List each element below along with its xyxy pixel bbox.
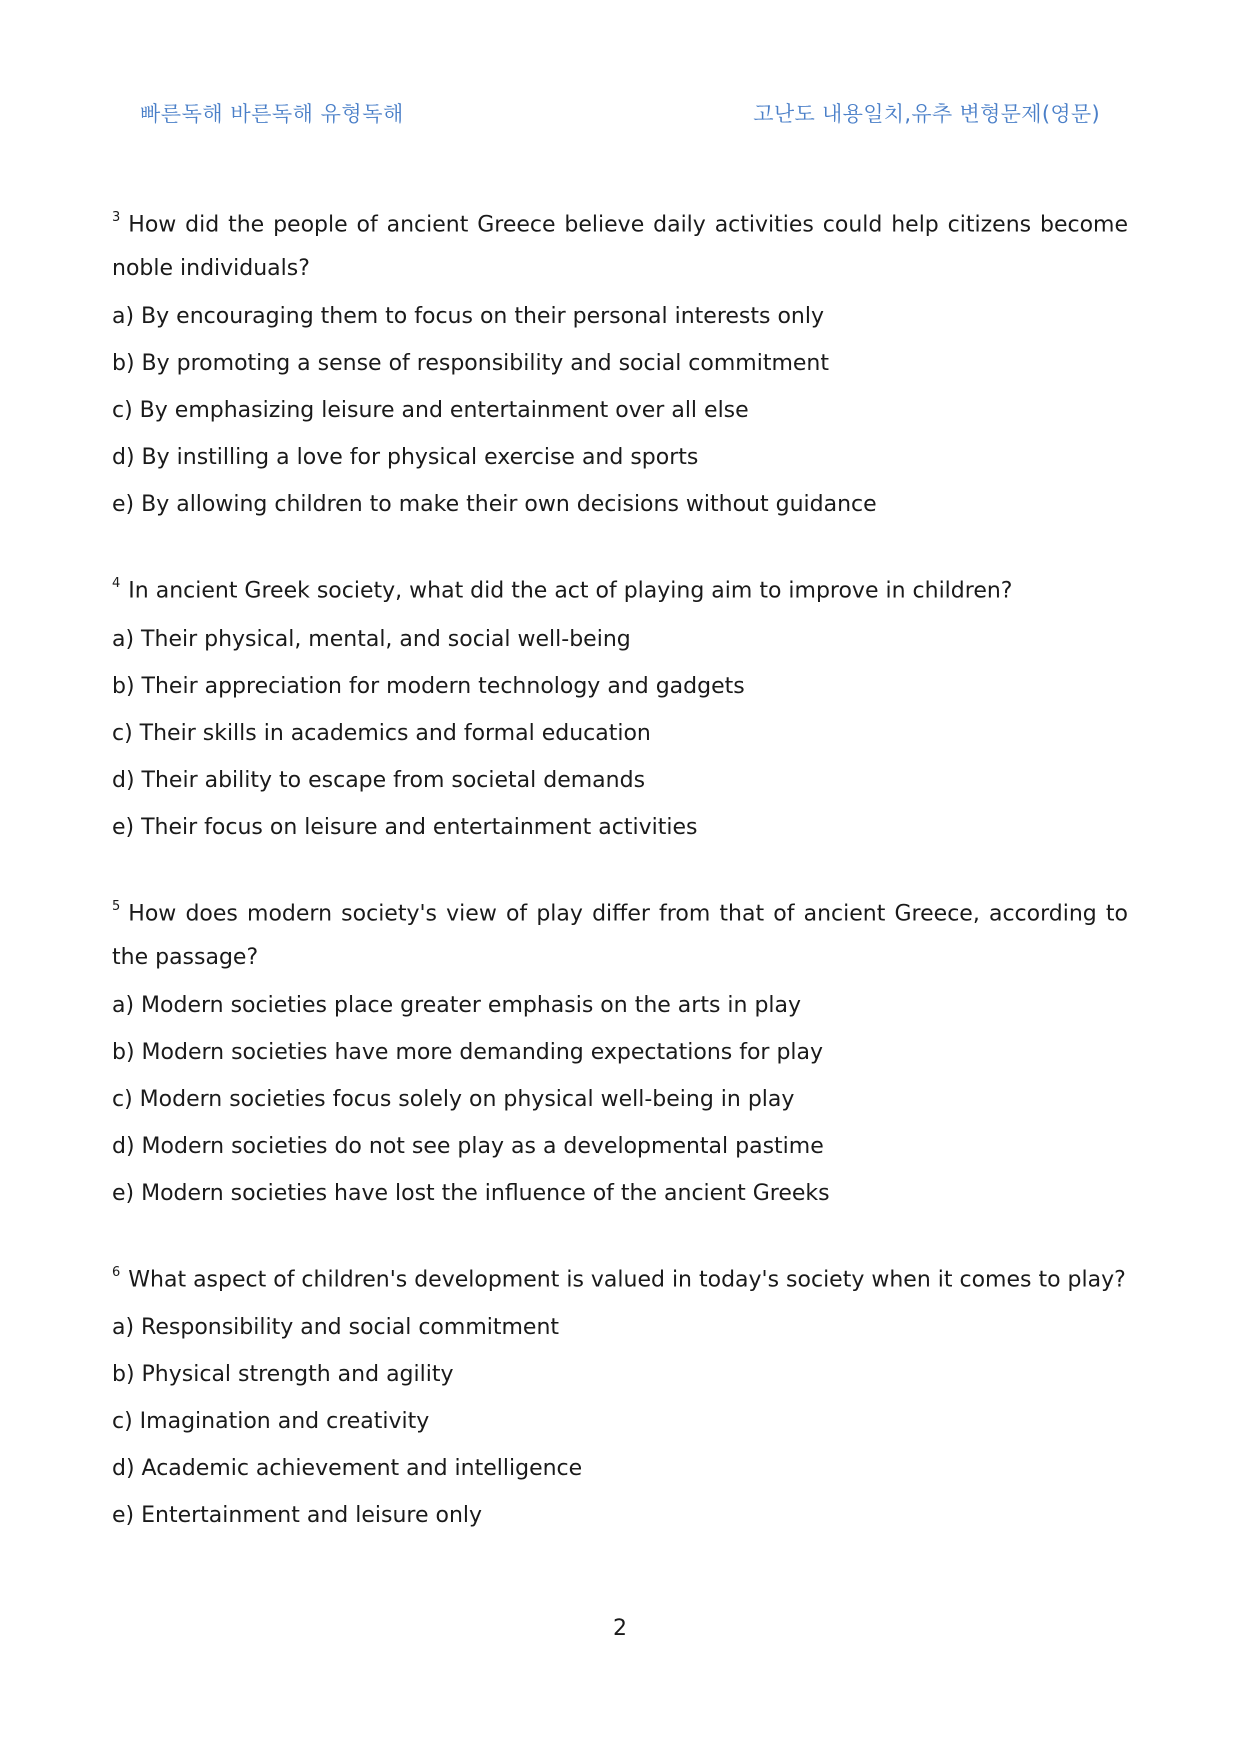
- option-b: b) Modern societies have more demanding expectations for play: [112, 1039, 824, 1065]
- question-stem: [112, 198, 1128, 291]
- question-text: What aspect of children's development is valued in today's society when it comes to play?: [128, 1267, 1126, 1293]
- option-c: c) Modern societies focus solely on physical well-being in play: [112, 1086, 795, 1112]
- option-c: c) Imagination and creativity: [112, 1409, 430, 1435]
- question-number: 3: [112, 210, 121, 225]
- option-c: c) By emphasizing leisure and entertainment over all else: [112, 398, 749, 424]
- question-text: How does modern society's view of play differ from that of ancient Greece, according to the passage?: [112, 900, 1128, 970]
- option-d: d) Academic achievement and intelligence: [112, 1456, 583, 1482]
- option-a: a) By encouraging them to focus on their personal interests only: [112, 304, 824, 330]
- question-number: 5: [112, 898, 121, 914]
- option-e: e) Their focus on leisure and entertainment activities: [112, 814, 698, 840]
- option-c: c) Their skills in academics and formal education: [112, 720, 651, 746]
- option-d: d) Modern societies do not see play as a developmental pastime: [112, 1133, 824, 1159]
- question-list: [112, 198, 1128, 1575]
- question-4: [112, 564, 1128, 850]
- page-number: 2: [613, 1616, 627, 1641]
- question-3: [112, 198, 1128, 528]
- option-a: a) Modern societies place greater emphasis on the arts in play: [112, 992, 802, 1018]
- question-text: How did the people of ancient Greece believe daily activities could help citizens become noble individuals?: [112, 212, 1128, 282]
- page-header: [0, 98, 1240, 128]
- question-6: [112, 1253, 1128, 1539]
- question-stem: [112, 887, 1128, 980]
- option-a: a) Responsibility and social commitment: [112, 1315, 560, 1341]
- question-number: 6: [112, 1264, 121, 1280]
- question-stem: [112, 1253, 1128, 1302]
- option-a: a) Their physical, mental, and social well-being: [112, 626, 631, 652]
- header-left-title: 빠른독해 바른독해 유형독해: [140, 102, 404, 126]
- option-d: d) Their ability to escape from societal demands: [112, 767, 646, 793]
- option-e: e) By allowing children to make their own decisions without guidance: [112, 492, 877, 518]
- header-right-title: 고난도 내용일치,유추 변형문제(영문): [753, 102, 1100, 126]
- question-text: In ancient Greek society, what did the act of playing aim to improve in children?: [128, 578, 1013, 604]
- option-e: e) Entertainment and leisure only: [112, 1503, 483, 1529]
- option-b: b) By promoting a sense of responsibility and social commitment: [112, 351, 829, 377]
- option-b: b) Physical strength and agility: [112, 1362, 454, 1388]
- question-5: [112, 887, 1128, 1217]
- option-e: e) Modern societies have lost the influence of the ancient Greeks: [112, 1180, 830, 1206]
- question-stem: [112, 564, 1128, 613]
- option-d: d) By instilling a love for physical exercise and sports: [112, 445, 699, 471]
- question-number: 4: [112, 576, 121, 592]
- option-b: b) Their appreciation for modern technology and gadgets: [112, 673, 745, 699]
